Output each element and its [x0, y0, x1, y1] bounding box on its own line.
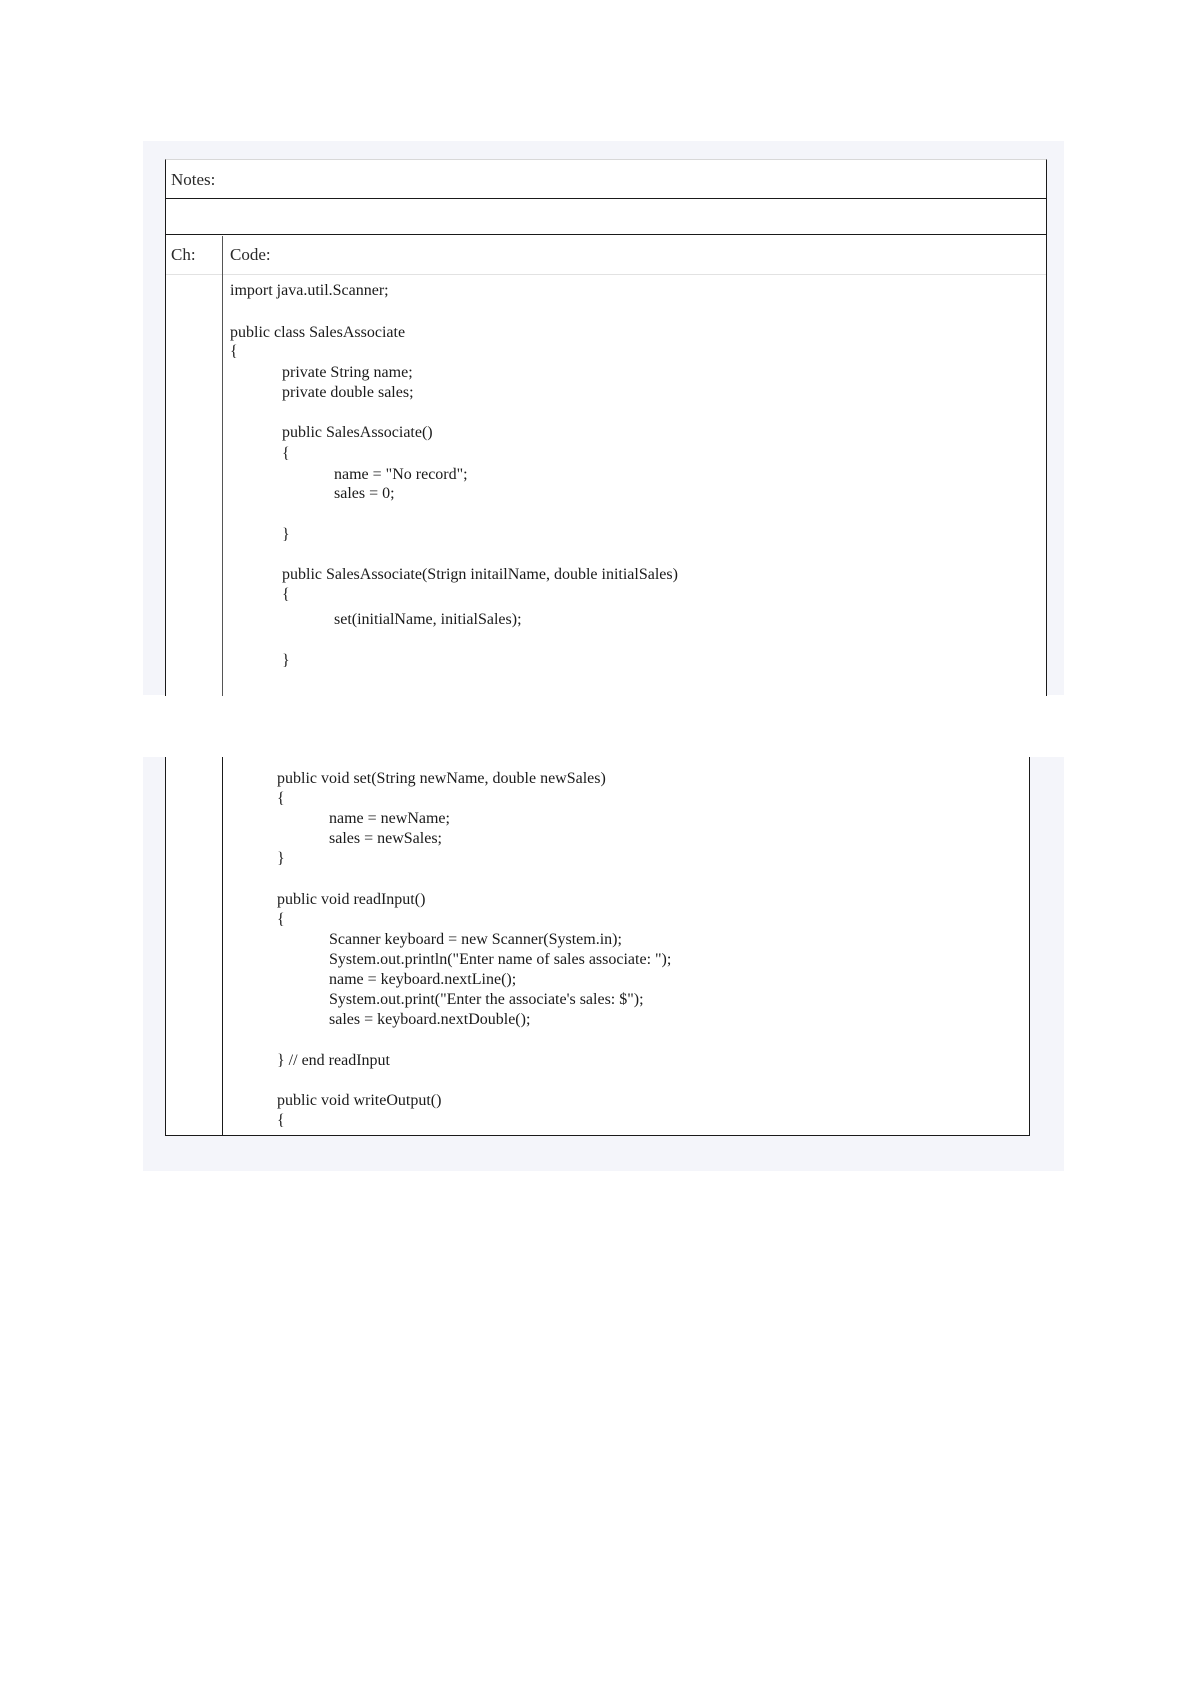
code-line: } — [282, 652, 290, 669]
code-line: public void writeOutput() — [277, 1092, 442, 1109]
code-line: public void set(String newName, double newSales) — [277, 770, 606, 787]
code-line: name = keyboard.nextLine(); — [329, 971, 517, 988]
code-line: } // end readInput — [277, 1052, 390, 1069]
code-line: { — [277, 1112, 285, 1129]
code-line: name = newName; — [329, 810, 450, 827]
code-line: sales = newSales; — [329, 830, 442, 847]
notes-blank-row — [166, 199, 1046, 235]
code-line: { — [230, 343, 238, 360]
code-line: import java.util.Scanner; — [230, 282, 389, 299]
code-line: public class SalesAssociate — [230, 324, 406, 341]
code-line: sales = keyboard.nextDouble(); — [329, 1011, 531, 1028]
code-line: System.out.print("Enter the associate's sales: $"); — [329, 991, 644, 1008]
code-line: } — [277, 850, 285, 867]
column-divider — [222, 757, 223, 1135]
notes-label: Notes: — [171, 170, 216, 189]
code-header-row — [166, 236, 1046, 275]
code-line: public void readInput() — [277, 891, 426, 908]
code-line: { — [282, 586, 290, 603]
code-line: private double sales; — [282, 384, 414, 401]
code-line: System.out.println("Enter name of sales associate: "); — [329, 951, 672, 968]
code-line: sales = 0; — [334, 485, 395, 502]
notes-code-table-page-1 — [165, 159, 1047, 696]
code-line: name = "No record"; — [334, 466, 468, 483]
column-divider — [222, 236, 223, 696]
code-line: { — [282, 445, 290, 462]
code-line: Scanner keyboard = new Scanner(System.in); — [329, 931, 622, 948]
code-line: { — [277, 911, 285, 928]
notes-row — [166, 160, 1046, 199]
chapter-label: Ch: — [171, 245, 196, 264]
code-line: private String name; — [282, 364, 413, 381]
code-line: public SalesAssociate(Strign initailName, double initialSales) — [282, 566, 678, 583]
code-line: set(initialName, initialSales); — [334, 611, 522, 628]
code-line: { — [277, 790, 285, 807]
notes-code-table-page-2 — [165, 757, 1030, 1136]
code-line: public SalesAssociate() — [282, 424, 433, 441]
code-label: Code: — [230, 245, 271, 264]
code-line: } — [282, 526, 290, 543]
